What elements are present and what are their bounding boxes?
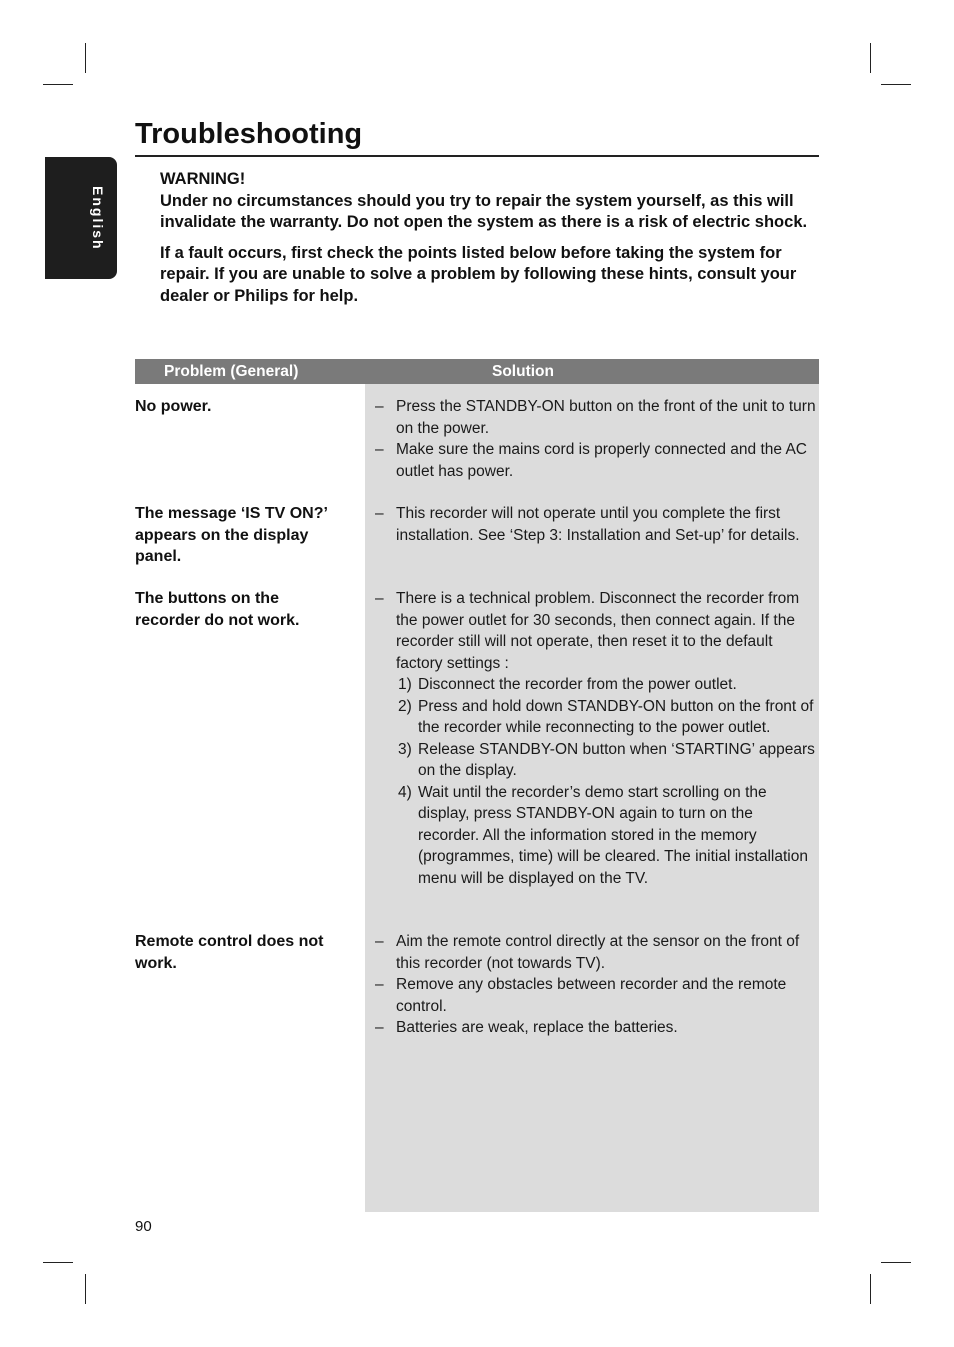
warning-text: Under no circumstances should you try to repair the system yourself, as this will invalidate the warranty. Do not open the system as there is a risk of electric shock. <box>160 191 808 231</box>
crop-mark <box>881 84 911 85</box>
solution-item: – Make sure the mains cord is properly connected and the AC outlet has power. <box>372 439 818 482</box>
crop-mark <box>43 1262 73 1263</box>
crop-mark <box>43 84 73 85</box>
solution-item: – Aim the remote control directly at the sensor on the front of this recorder (not towards TV). <box>372 931 818 974</box>
header-problem: Problem (General) <box>164 363 299 380</box>
step-number: 1) <box>398 676 412 693</box>
solution-item-text: There is a technical problem. Disconnect the recorder from the power outlet for 30 seconds, then connect again. If the recorder still will not operate, then reset it to the default factory settings : <box>396 590 800 672</box>
solution-item <box>372 588 818 889</box>
step-item <box>396 674 818 696</box>
step-number: 2) <box>398 697 412 715</box>
crop-mark <box>870 43 871 73</box>
warning-box <box>160 169 822 307</box>
title-rule <box>135 155 819 157</box>
header-solution: Solution <box>492 363 554 380</box>
step-item <box>396 739 818 782</box>
language-tab <box>45 157 117 279</box>
solution-list <box>372 503 818 546</box>
step-text: Disconnect the recorder from the power outlet. <box>418 676 737 693</box>
step-item <box>396 782 818 890</box>
problem-text: The message ‘IS TV ON?’ appears on the display panel. <box>135 505 328 565</box>
page-title: Troubleshooting <box>135 118 363 150</box>
warning-advice: If a fault occurs, first check the points listed below before taking the system for repair. If you are unable to solve a problem by following these hints, consult your dealer or Philips for help. <box>160 243 797 305</box>
language-tab-label: English <box>90 186 106 251</box>
problem-text: The buttons on the recorder do not work. <box>135 590 300 629</box>
page-number: 90 <box>135 1218 152 1235</box>
step-text: Release STANDBY-ON button when ‘STARTING’ appears on the display. <box>418 740 815 779</box>
step-number: 3) <box>398 740 412 758</box>
problem-text: Remote control does not work. <box>135 933 324 972</box>
solution-item: – This recorder will not operate until you complete the first installation. See ‘Step 3: Installation and Set-up’ for details. <box>372 503 818 546</box>
table-header <box>135 359 819 384</box>
warning-heading: WARNING! <box>160 170 246 188</box>
step-text: Wait until the recorder’s demo start scrolling on the display, press STANDBY-ON again to turn on the recorder. All the information stored in the memory (programmes, time) will be cleared. The initial installation menu will be displayed on the TV. <box>418 783 808 887</box>
step-item <box>396 696 818 739</box>
crop-mark <box>870 1274 871 1304</box>
solution-list <box>372 931 818 1039</box>
step-number: 4) <box>398 783 412 801</box>
solution-item: – Batteries are weak, replace the batteries. <box>372 1017 818 1039</box>
solution-list <box>372 588 818 889</box>
crop-mark <box>881 1262 911 1263</box>
reset-steps <box>396 674 818 889</box>
solution-item: – Press the STANDBY-ON button on the front of the unit to turn on the power. <box>372 396 818 439</box>
problem-text: No power. <box>135 398 212 415</box>
solution-item: – Remove any obstacles between recorder and the remote control. <box>372 974 818 1017</box>
step-text: Press and hold down STANDBY-ON button on the front of the recorder while reconnecting to the power outlet. <box>418 697 814 736</box>
solution-list <box>372 396 818 482</box>
crop-mark <box>85 1274 86 1304</box>
crop-mark <box>85 43 86 73</box>
